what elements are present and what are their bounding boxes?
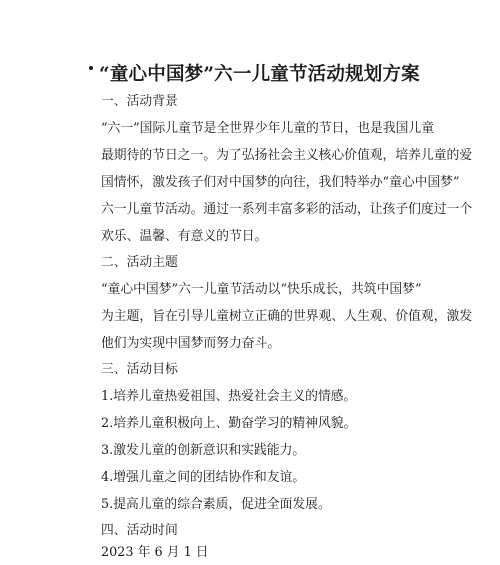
paragraph-line: 最期待的节日之一。为了弘扬社会主义核心价值观，培养儿童的爱 <box>101 148 473 163</box>
activity-date: 2023 年 6 月 1 日 <box>101 545 209 560</box>
paragraph-line: 他们为实现中国梦而努力奋斗。 <box>101 336 281 351</box>
list-item: 2.培养儿童积极向上、勤奋学习的精神风貌。 <box>101 416 357 431</box>
paragraph-line: 六一儿童节活动。通过一系列丰富多彩的活动，让孩子们度过一个 <box>101 202 473 217</box>
section-heading-time: 四、活动时间 <box>101 523 178 538</box>
section-heading-goals: 三、活动目标 <box>101 362 178 377</box>
document-title: “童心中国梦”六一儿童节活动规划方案 <box>99 64 420 85</box>
paragraph-line: “童心中国梦”六一儿童节活动以“快乐成长，共筑中国梦” <box>101 282 422 297</box>
list-item: 5.提高儿童的综合素质，促进全面发展。 <box>101 497 331 512</box>
section-heading-theme: 二、活动主题 <box>101 255 178 270</box>
list-item: 3.激发儿童的创新意识和实践能力。 <box>101 443 306 458</box>
paragraph-line: 为主题，旨在引导儿童树立正确的世界观、人生观、价值观，激发 <box>101 309 473 324</box>
paragraph-line: 欢乐、温馨、有意义的节日。 <box>101 229 268 244</box>
list-item: 4.增强儿童之间的团结协作和友谊。 <box>101 470 306 485</box>
section-heading-background: 一、活动背景 <box>101 94 178 109</box>
list-item: 1.培养儿童热爱祖国、热爱社会主义的情感。 <box>101 389 357 404</box>
paragraph-line: 国情怀，激发孩子们对中国梦的向往，我们特举办“童心中国梦” <box>101 175 460 190</box>
title-bullet <box>89 66 93 70</box>
paragraph-line: “六一”国际儿童节是全世界少年儿童的节日，也是我国儿童 <box>101 121 435 136</box>
